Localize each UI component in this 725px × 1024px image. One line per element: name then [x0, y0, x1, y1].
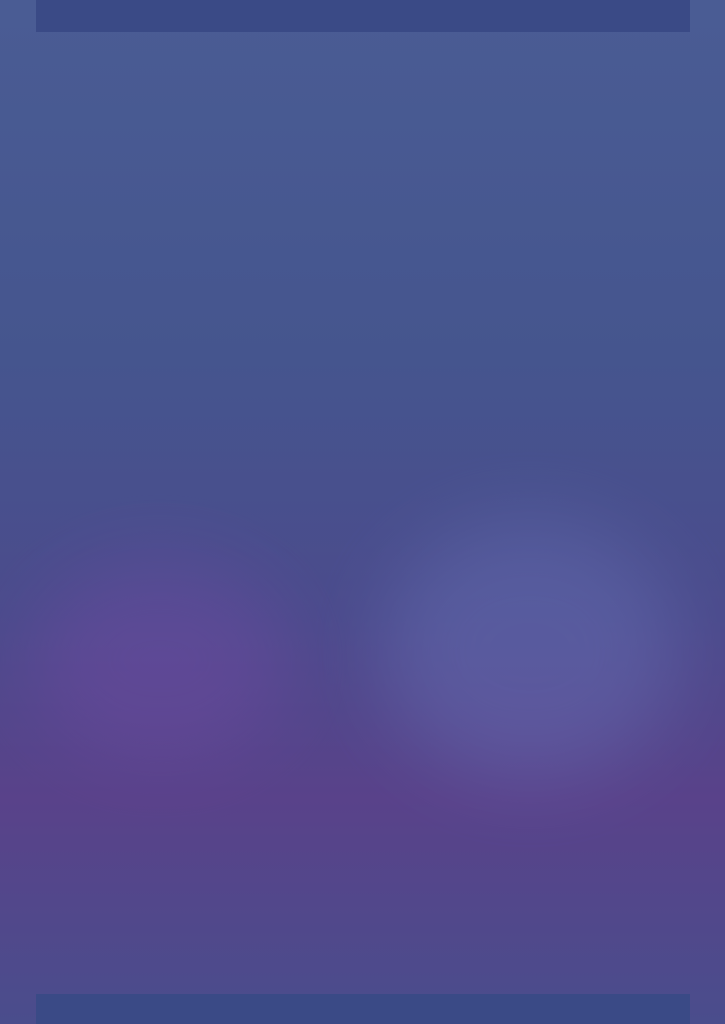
- top-banner: [36, 0, 690, 32]
- bottom-banner: [36, 994, 690, 1024]
